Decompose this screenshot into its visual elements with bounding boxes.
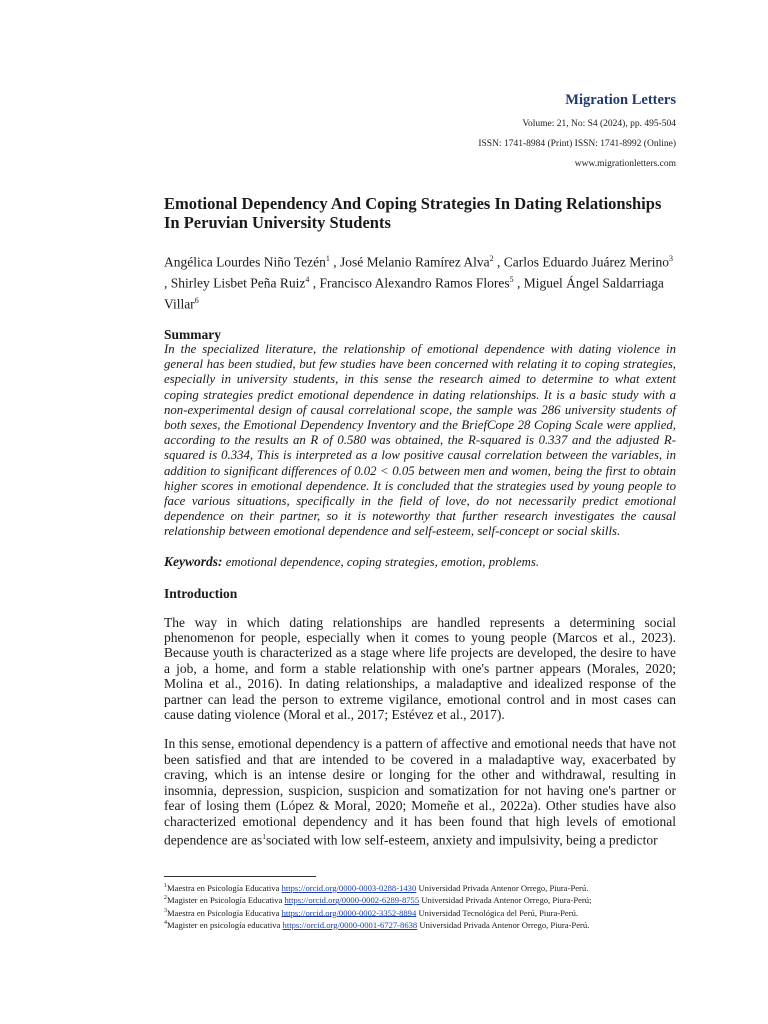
footnote: [164, 893, 676, 905]
footnote-role: Maestra en Psicología Educativa: [167, 882, 280, 893]
footnote-affiliation: Universidad Privada Antenor Orrego, Piura-Perú.: [419, 919, 590, 930]
author-separator: ,: [329, 254, 340, 270]
author-separator: ,: [493, 254, 504, 270]
introduction-heading: Introduction: [164, 585, 238, 601]
author-affiliation-mark: 2: [489, 254, 494, 263]
article-title: Emotional Dependency And Coping Strategies In Dating Relationships In Peruvian University Students: [164, 194, 662, 232]
orcid-link[interactable]: https://orcid.org/0000-0001-6727-8638: [282, 919, 418, 930]
footnote-affiliation: Universidad Privada Antenor Orrego, Piura-Perú.: [418, 882, 589, 893]
footnotes: [164, 881, 676, 930]
footnote: [164, 918, 676, 930]
author-affiliation-mark: 3: [669, 254, 674, 263]
orcid-link[interactable]: https://orcid.org/0000-0002-6289-8755: [284, 895, 420, 906]
footnote-affiliation: Universidad Privada Antenor Orrego, Piura-Perú;: [421, 895, 592, 906]
journal-website: www.migrationletters.com: [574, 159, 676, 169]
keywords-text: emotional dependence, coping strategies, emotion, problems.: [225, 554, 540, 569]
journal-name: Migration Letters: [565, 92, 676, 108]
footnote-affiliation: Universidad Tecnológica del Perú, Piura-Perú.: [418, 907, 579, 918]
keywords-label: Keywords:: [164, 553, 223, 569]
keywords: [164, 554, 676, 570]
summary-text: In the specialized literature, the relationship of emotional dependence with dating violence in general has been studied, but few studies have been concerned with relating it to coping strategies, especially in university students, in this sense the research aimed to determine to what extent coping strategies predict emotional dependence in dating relationships. It is a basic study with a non-experimental design of causal correlational scope, the sample was 286 university students of both sexes, the Emotional Dependency Inventory and the BriefCope 28 Coping Scale were applied, according to the results an R of 0.580 was obtained, the R-squared is 0.337 and the adjusted R-squared is 0.334, This is interpreted as a low positive causal correlation between the variables, in addition to significant differences of 0.02 < 0.05 between men and women, being the first to obtain higher scores in emotional dependence. It is concluded that the strategies used by young people to face various situations, specifically in the field of love, do not necessarily predict emotional dependence on their partner, so it is noteworthy that further research investigates the causal relationship between emotional dependence and self-esteem, self-concept or social skills.: [164, 342, 676, 539]
footnote-mark: 1: [262, 831, 266, 841]
issn-info: ISSN: 1741-8984 (Print) ISSN: 1741-8992 (Online): [478, 139, 676, 149]
paragraph-text: In this sense, emotional dependency is a pattern of affective and emotional needs that have not been satisfied and that are intended to be covered in a maladaptive way, exacerbated by craving, which is an intense desire or longing for the other and withdrawal, resulting in insomnia, depression, suspicion, suspicion and somatization for not having one's partner or fear of losing them (López & Moral, 2020; Momeñe et al., 2022a). Other studies have also characterized emotional dependency and it has been found that high levels of emotional dependence are as: [164, 736, 676, 848]
introduction-paragraph-1: The way in which dating relationships are handled represents a determining social phenomenon for people, especially when it comes to young people (Marcos et al., 2023). Because youth is characterized as a stage where life projects are developed, the desire to have a job, a home, and form a stable relationship with one's partner appears (Morales, 2020; Molina et al., 2016). In dating relationships, a maladaptive and idealized response of the partner can lead the person to extreme vigilance, emotional control and in most cases can cause dating violence (Moral et al., 2017; Estévez et al., 2017).: [164, 614, 676, 723]
author-name: Miguel Ángel Saldarriaga Villar: [164, 275, 664, 312]
author-name: Francisco Alexandro Ramos Flores: [319, 275, 510, 291]
author-name: Carlos Eduardo Juárez Merino: [503, 254, 670, 270]
footnote-role: Maestra en Psicología Educativa: [167, 907, 280, 918]
footnote-divider: [164, 876, 316, 877]
author-affiliation-mark: 6: [194, 296, 199, 305]
author-separator: ,: [513, 275, 524, 291]
introduction-paragraph-2: [164, 736, 676, 847]
journal-header: [478, 92, 676, 179]
author-separator: ,: [164, 275, 171, 291]
footnote-mark: 1: [164, 883, 167, 889]
footnote: [164, 906, 676, 918]
author-separator: ,: [309, 275, 320, 291]
author-name: Shirley Lisbet Peña Ruiz: [170, 275, 306, 291]
orcid-link[interactable]: https://orcid.org/0000-0002-3352-8894: [281, 907, 417, 918]
author-list: [164, 250, 676, 313]
author-affiliation-mark: 5: [509, 275, 514, 284]
footnote-role: Magister en Psicología Educativa: [167, 895, 283, 906]
paragraph-text: sociated with low self-esteem, anxiety and impulsivity, being a predictor: [265, 832, 658, 848]
footnote-mark: 4: [164, 919, 167, 926]
author-name: Angélica Lourdes Niño Tezén: [164, 254, 326, 270]
author-name: José Melanio Ramírez Alva: [340, 254, 490, 270]
author-affiliation-mark: 1: [325, 254, 330, 263]
summary-heading: Summary: [164, 327, 221, 342]
footnote-mark: 3: [164, 907, 167, 914]
orcid-link[interactable]: https://orcid.org/0000-0003-0288-1430: [281, 882, 417, 893]
volume-info: Volume: 21, No: S4 (2024), pp. 495-504: [522, 119, 676, 129]
author-affiliation-mark: 4: [305, 275, 310, 284]
article-body: [164, 194, 676, 862]
footnote-role: Magister en psicología educativa: [167, 919, 281, 930]
footnote: [164, 881, 676, 893]
footnote-mark: 2: [164, 895, 167, 902]
